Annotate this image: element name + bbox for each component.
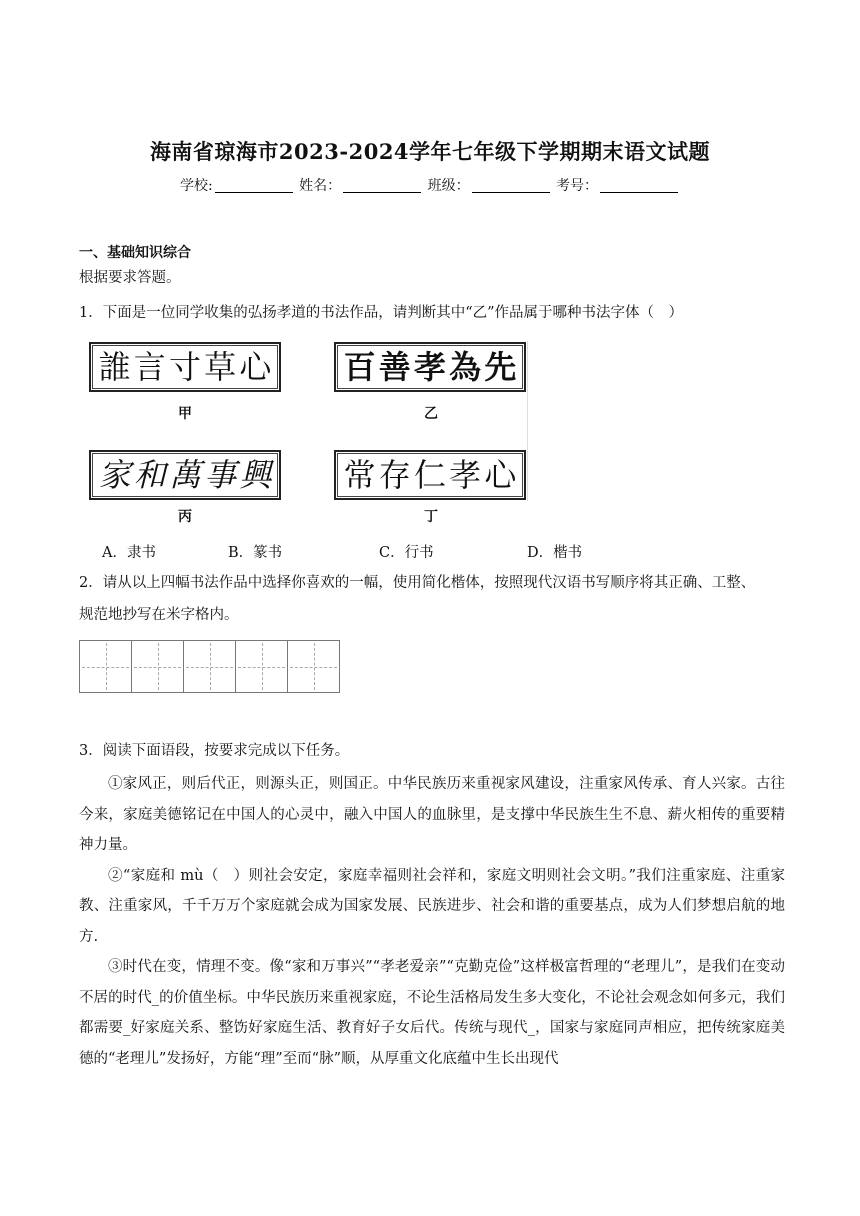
grid-cell[interactable]	[287, 640, 340, 693]
calligraphy-char: 和	[133, 456, 166, 494]
name-label: 姓名：	[299, 178, 342, 194]
calligraphy-work-jia	[89, 342, 281, 392]
option-b[interactable]: B．篆书	[228, 545, 283, 561]
calligraphy-char: 為	[449, 348, 482, 386]
passage-paragraph-1: ①家风正，则后代正，则源头正，则国正。中华民族历来重视家风建设，注重家风传承、育人兴家。古往今来，家庭美德铭记在中国人的心灵中，融入中国人的血脉里，是支撑中华民族生生不息、薪火相传的重要精神力量。	[79, 776, 785, 853]
option-d[interactable]: D．楷书	[527, 545, 583, 561]
reading-passage	[79, 769, 785, 1074]
question-2-line2: 规范地抄写在米字格内。	[79, 607, 239, 623]
calligraphy-char: 誰	[98, 348, 131, 386]
calligraphy-char: 先	[484, 348, 517, 386]
caption-bing: 丙	[178, 509, 192, 525]
class-blank[interactable]	[472, 178, 550, 193]
calligraphy-char: 事	[204, 456, 237, 494]
mi-grid	[79, 640, 340, 693]
caption-yi: 乙	[424, 406, 438, 422]
calligraphy-char: 萬	[168, 456, 201, 494]
class-label: 班级：	[427, 178, 470, 194]
calligraphy-char: 言	[133, 348, 166, 386]
grid-cell[interactable]	[131, 640, 184, 693]
student-info-line	[0, 175, 860, 195]
school-blank[interactable]	[215, 178, 293, 193]
option-c[interactable]: C．行书	[379, 545, 434, 561]
grid-cell[interactable]	[235, 640, 288, 693]
calligraphy-char: 常	[343, 456, 376, 494]
question-1: 1．下面是一位同学收集的弘扬孝道的书法作品，请判断其中“乙”作品属于哪种书法字体（ ）	[79, 305, 684, 321]
caption-jia: 甲	[178, 406, 192, 422]
calligraphy-char: 存	[378, 456, 411, 494]
calligraphy-char: 百	[343, 348, 376, 386]
number-blank[interactable]	[600, 178, 678, 193]
calligraphy-work-bing	[89, 450, 281, 500]
option-a[interactable]: A．隶书	[102, 545, 156, 561]
calligraphy-char: 家	[98, 456, 131, 494]
calligraphy-char: 草	[204, 348, 237, 386]
calligraphy-work-ding	[334, 450, 526, 500]
divider	[527, 341, 528, 501]
calligraphy-char: 孝	[449, 456, 482, 494]
calligraphy-work-yi	[334, 342, 526, 392]
passage-paragraph-2: ②“家庭和 mù（ ）则社会安定，家庭幸福则社会祥和，家庭文明则社会文明。”我们注重家庭、注重家教、注重家风，千千万万个家庭就会成为国家发展、民族进步、社会和谐的重要基点，成为人们梦想启航的地方.	[79, 867, 785, 945]
calligraphy-char: 孝	[413, 348, 446, 386]
calligraphy-char: 寸	[168, 348, 201, 386]
grid-cell[interactable]	[183, 640, 236, 693]
caption-ding: 丁	[424, 509, 438, 525]
calligraphy-char: 心	[239, 348, 272, 386]
instruction: 根据要求答题。	[79, 270, 181, 286]
school-label: 学校:	[179, 178, 213, 194]
passage-paragraph-3: ③时代在变，情理不变。像“家和万事兴”“孝老爱亲”“克勤克俭”这样极富哲理的“老理儿”，是我们在变动不居的时代_的价值坐标。中华民族历来重视家庭，不论生活格局发生多大变化，不论社会观念如何多元，我们都需要_好家庭关系、整饬好家庭生活、教育好子女后代。传统与现代_，国家与家庭同声相应，把传统家庭美德的“老理儿”发扬好，方能“理”至而“脉”顺，从厚重文化底蕴中生长出现代	[79, 959, 785, 1067]
number-label: 考号：	[556, 178, 599, 194]
name-blank[interactable]	[343, 178, 421, 193]
calligraphy-char: 仁	[413, 456, 446, 494]
grid-cell[interactable]	[79, 640, 132, 693]
calligraphy-char: 興	[239, 456, 272, 494]
calligraphy-char: 善	[378, 348, 411, 386]
calligraphy-char: 心	[484, 456, 517, 494]
question-3: 3．阅读下面语段，按要求完成以下任务。	[79, 743, 350, 759]
question-2-line1: 2．请从以上四幅书法作品中选择你喜欢的一幅，使用简化楷体，按照现代汉语书写顺序将其正确、工整、	[79, 575, 756, 591]
page-title: 海南省琼海市2023-2024学年七年级下学期期末语文试题	[149, 139, 711, 164]
section-heading: 一、基础知识综合	[79, 245, 191, 261]
